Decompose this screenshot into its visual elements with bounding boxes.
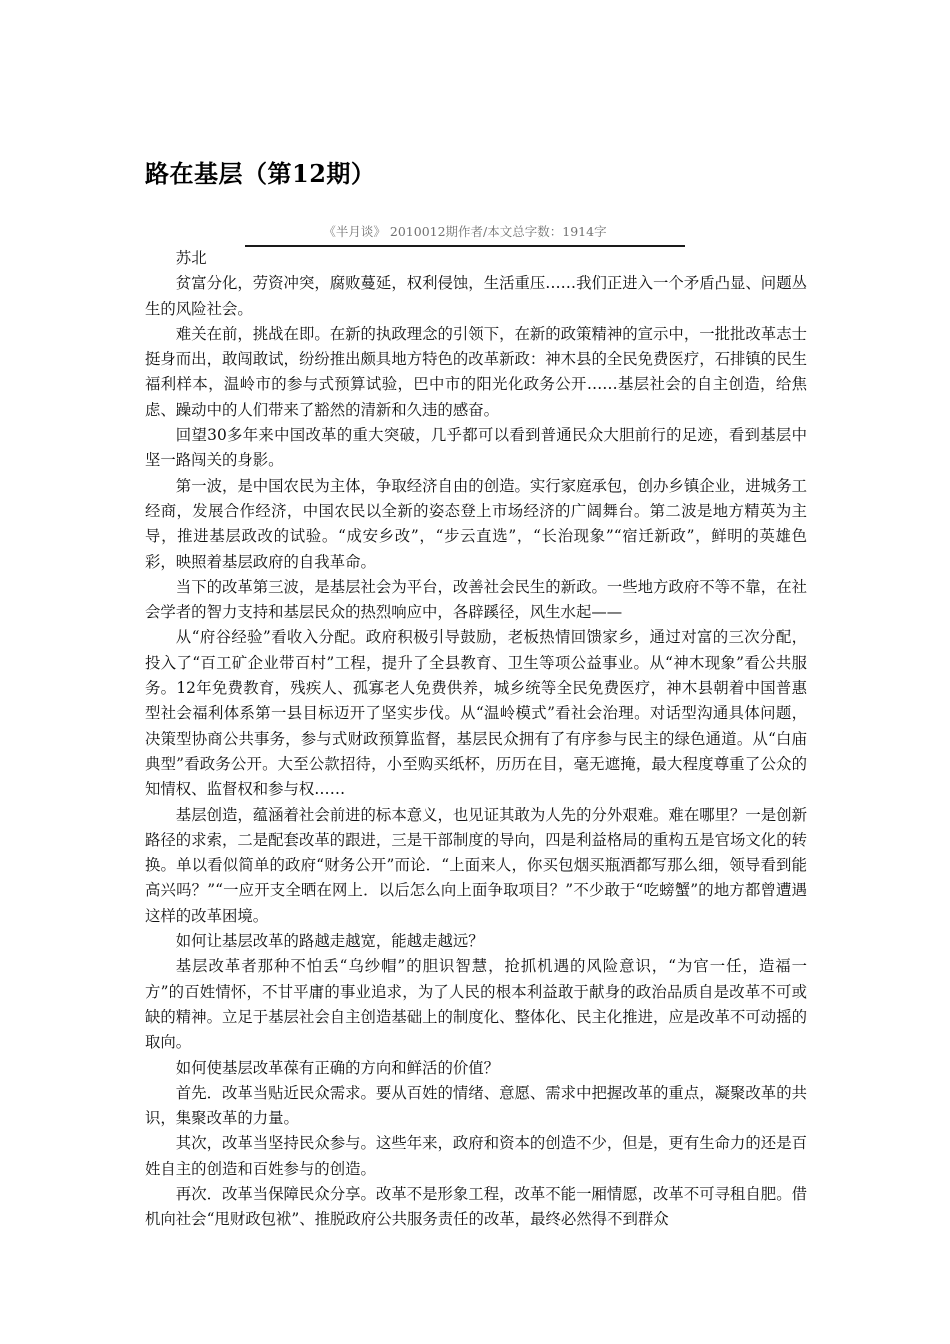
article-title: 路在基层（第12期） [145, 159, 376, 188]
article-paragraph: 首先．改革当贴近民众需求。要从百姓的情绪、意愿、需求中把握改革的重点，凝聚改革的共识，集聚改革的力量。 [145, 1083, 807, 1128]
article-paragraph: 从“府谷经验”看收入分配。政府积极引导鼓励，老板热情回馈家乡，通过对富的三次分配，投入了“百工矿企业带百村”工程，提升了全县教育、卫生等项公益事业。从“神木现象”看公共服务。12年免费教育，残疾人、孤寡老人免费供养，城乡统等全民免费医疗，神木县朝着中国普惠型社会福利体系第一县目标迈开了坚实步伐。从“温岭模式”看社会治理。对话型沟通具体问题，决策型协商公共事务，参与式财政预算监督，基层民众拥有了有序参与民主的绿色通道。从“白庙典型”看政务公开。大至公款招待，小至购买纸杯，历历在目，毫无遮掩，最大程度尊重了公众的知情权、监督权和参与权…… [145, 628, 807, 799]
article-paragraph: 贫富分化，劳资冲突，腐败蔓延，权利侵蚀，生活重压……我们正进入一个矛盾凸显、问题丛生的风险社会。 [145, 274, 807, 318]
article-paragraph: 难关在前，挑战在即。在新的执政理念的引领下，在新的政策精神的宣示中，一批批改革志士挺身而出，敢闯敢试，纷纷推出颇具地方特色的改革新政：神木县的全民免费医疗，石排镇的民生福利样本，温岭市的参与式预算试验，巴中市的阳光化政务公开……基层社会的自主创造，给焦虑、躁动中的人们带来了豁然的清新和久违的感奋。 [145, 324, 807, 419]
article-paragraph: 基层创造，蕴涵着社会前进的标本意义，也见证其敢为人先的分外艰难。难在哪里？一是创新路径的求索，二是配套改革的跟进，三是干部制度的导向，四是利益格局的重构五是官场文化的转换。单以看似简单的政府“财务公开”而论．“上面来人，你买包烟买瓶酒都写那么细，领导看到能高兴吗？”“一应开支全晒在网上．以后怎么向上面争取项目？”不少敢于“吃螃蟹”的地方都曾遭遇这样的改革困境。 [145, 805, 807, 925]
article-paragraph: 再次．改革当保障民众分享。改革不是形象工程，改革不能一厢情愿，改革不可寻租自肥。借机向社会“甩财政包袱”、推脱政府公共服务责任的改革，最终必然得不到群众 [145, 1184, 807, 1229]
article-paragraph: 第一波，是中国农民为主体，争取经济自由的创造。实行家庭承包，创办乡镇企业，进城务工经商，发展合作经济，中国农民以全新的姿态登上市场经济的广阔舞台。第二波是地方精英为主导，推进基层政改的试验。“成安乡改”，“步云直选”，“长治现象”“宿迁新政”，鲜明的英雄色彩，映照着基层政府的自我革命。 [145, 476, 807, 571]
article-paragraph: 回望30多年来中国改革的重大突破，几乎都可以看到普通民众大胆前行的足迹，看到基层中坚一路闯关的身影。 [145, 426, 807, 470]
article-paragraph: 基层改革者那种不怕丢“乌纱帽”的胆识智慧，抢抓机遇的风险意识，“为官一任，造福一方”的百姓情怀，不甘平庸的事业追求，为了人民的根本利益敢于献身的政治品质自是改革不可或缺的精神。立足于基层社会自主创造基础上的制度化、整体化、民主化推进，应是改革不可动摇的取向。 [145, 957, 807, 1052]
article-paragraph: 如何让基层改革的路越走越宽，能越走越远？ [175, 932, 484, 951]
article-meta: 《半月谈》 2010012期作者/本文总字数：1914字 [245, 222, 685, 247]
article-paragraph: 如何使基层改革葆有正确的方向和鲜活的价值？ [175, 1058, 500, 1077]
article-body [145, 246, 807, 1233]
article-paragraph: 其次，改革当坚持民众参与。这些年来，政府和资本的创造不少，但是，更有生命力的还是百姓自主的创造和百姓参与的创造。 [145, 1134, 807, 1178]
article-paragraph: 当下的改革第三波，是基层社会为平台，改善社会民生的新政。一些地方政府不等不靠，在社会学者的智力支持和基层民众的热烈响应中，各辟蹊径，风生水起—— [145, 577, 807, 622]
article-paragraph: 苏北 [175, 249, 207, 267]
